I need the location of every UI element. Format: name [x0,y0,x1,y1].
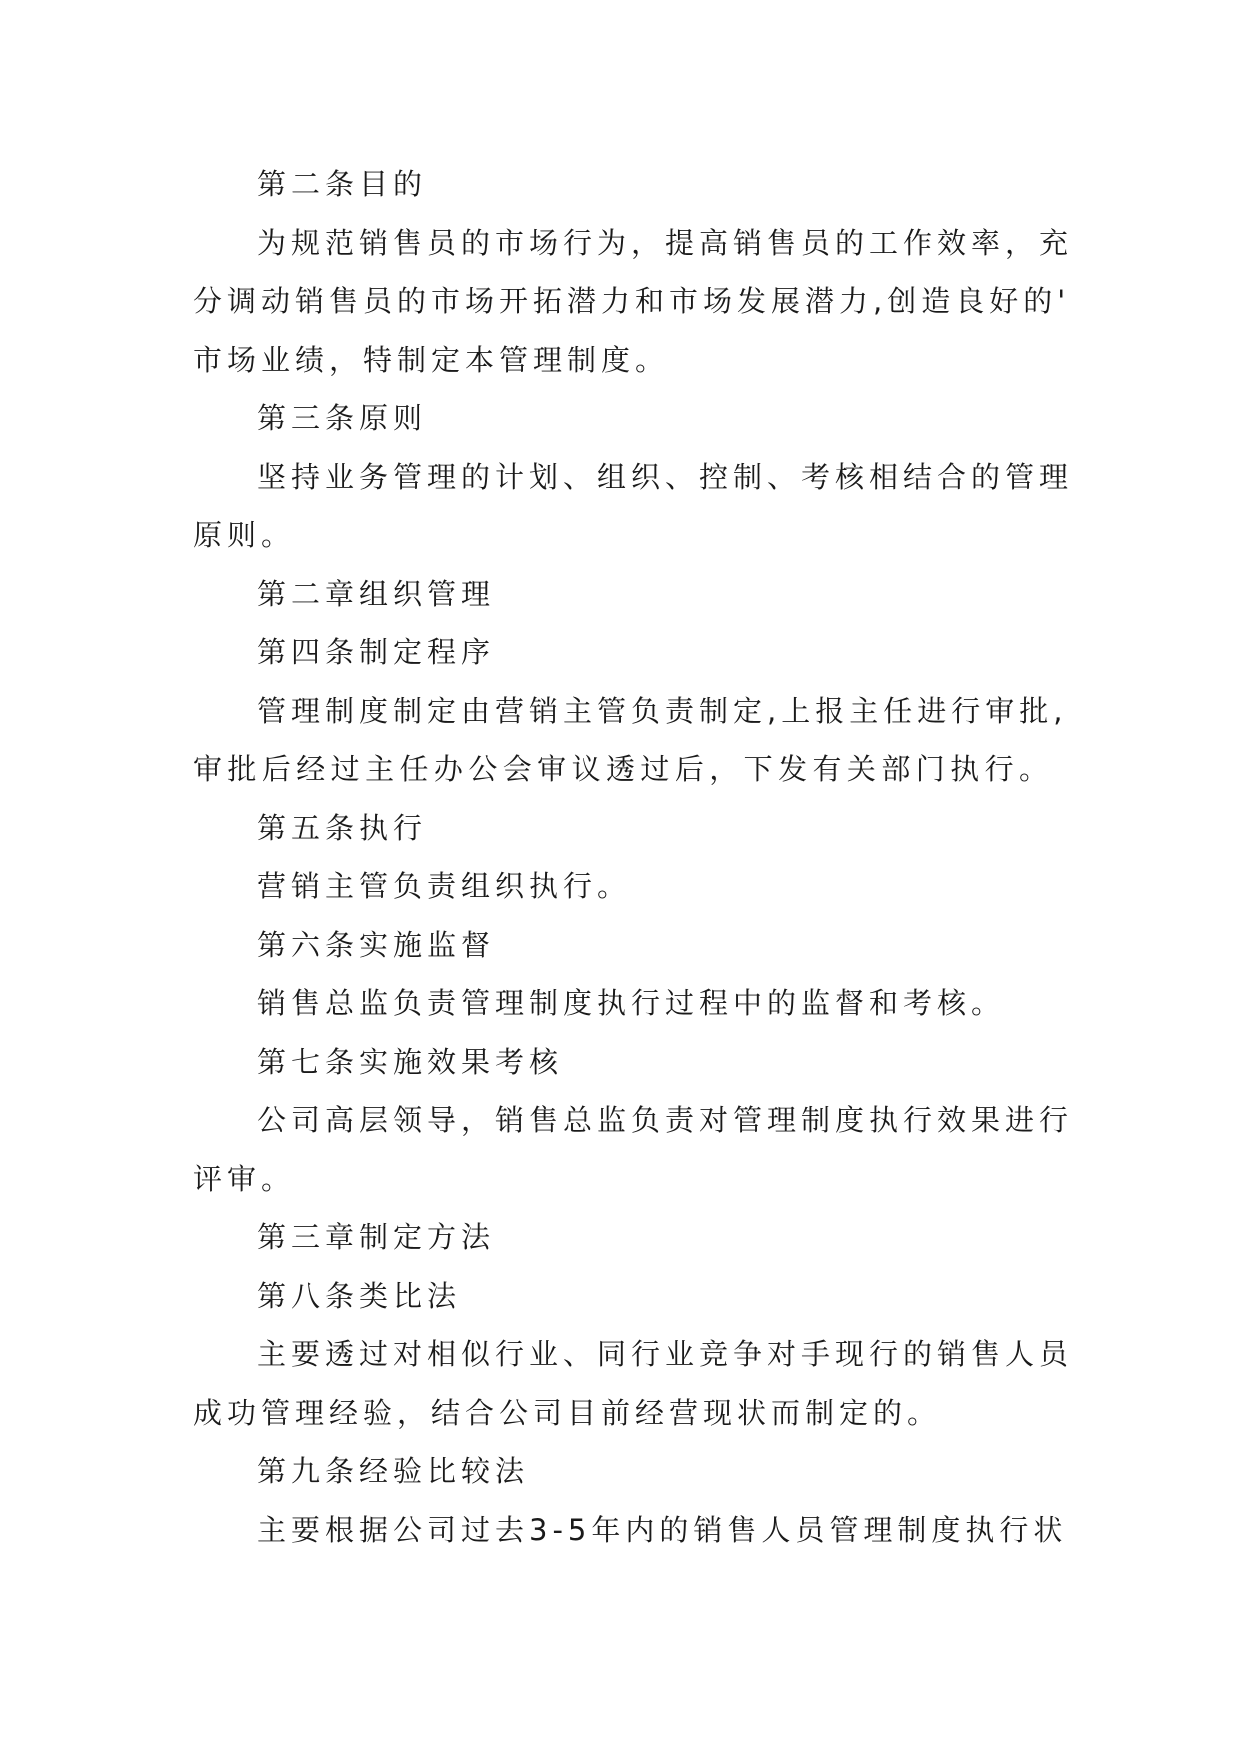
paragraph-line: 市场业绩，特制定本管理制度。 [193,342,670,377]
paragraph-line: 销售总监负责管理制度执行过程中的监督和考核。 [257,986,1006,1020]
article-6-heading: 第六条实施监督 [257,927,496,962]
article-7-heading: 第七条实施效果考核 [257,1044,564,1079]
paragraph-line: 审批后经过主任办公会审议透过后，下发有关部门执行。 [193,752,1053,786]
paragraph-line: 成功管理经验，结合公司目前经营现状而制定的。 [193,1395,942,1430]
article-3-heading: 第三条原则 [257,401,428,435]
paragraph-line: 营销主管负责组织执行。 [257,869,632,903]
paragraph-line: 主要透过对相似行业、同行业竞争对手现行的销售人员 [257,1337,1074,1371]
paragraph-line: 原则。 [193,518,296,552]
paragraph-line: 坚持业务管理的计划、组织、控制、考核相结合的管理 [257,459,1074,494]
article-5-heading: 第五条执行 [257,810,428,845]
article-4-heading: 第四条制定程序 [257,635,496,669]
paragraph-line: 管理制度制定由营销主管负责制定,上报主任进行审批, [257,693,1068,728]
paragraph-line: 公司高层领导，销售总监负责对管理制度执行效果进行 [257,1103,1074,1137]
paragraph-line: 主要根据公司过去3-5年内的销售人员管理制度执行状 [257,1512,1068,1547]
chapter-2-heading: 第二章组织管理 [257,576,496,611]
paragraph-line: 评审。 [193,1161,296,1196]
article-9-heading: 第九条经验比较法 [257,1454,530,1488]
article-2-heading: 第二条目的 [257,167,428,201]
article-8-heading: 第八条类比法 [257,1278,462,1313]
paragraph-line: 分调动销售员的市场开拓潜力和市场发展潜力,创造良好的' [193,284,1071,318]
chapter-3-heading: 第三章制定方法 [257,1220,496,1254]
paragraph-line: 为规范销售员的市场行为，提高销售员的工作效率，充 [257,225,1074,260]
document-body [193,155,1074,1559]
